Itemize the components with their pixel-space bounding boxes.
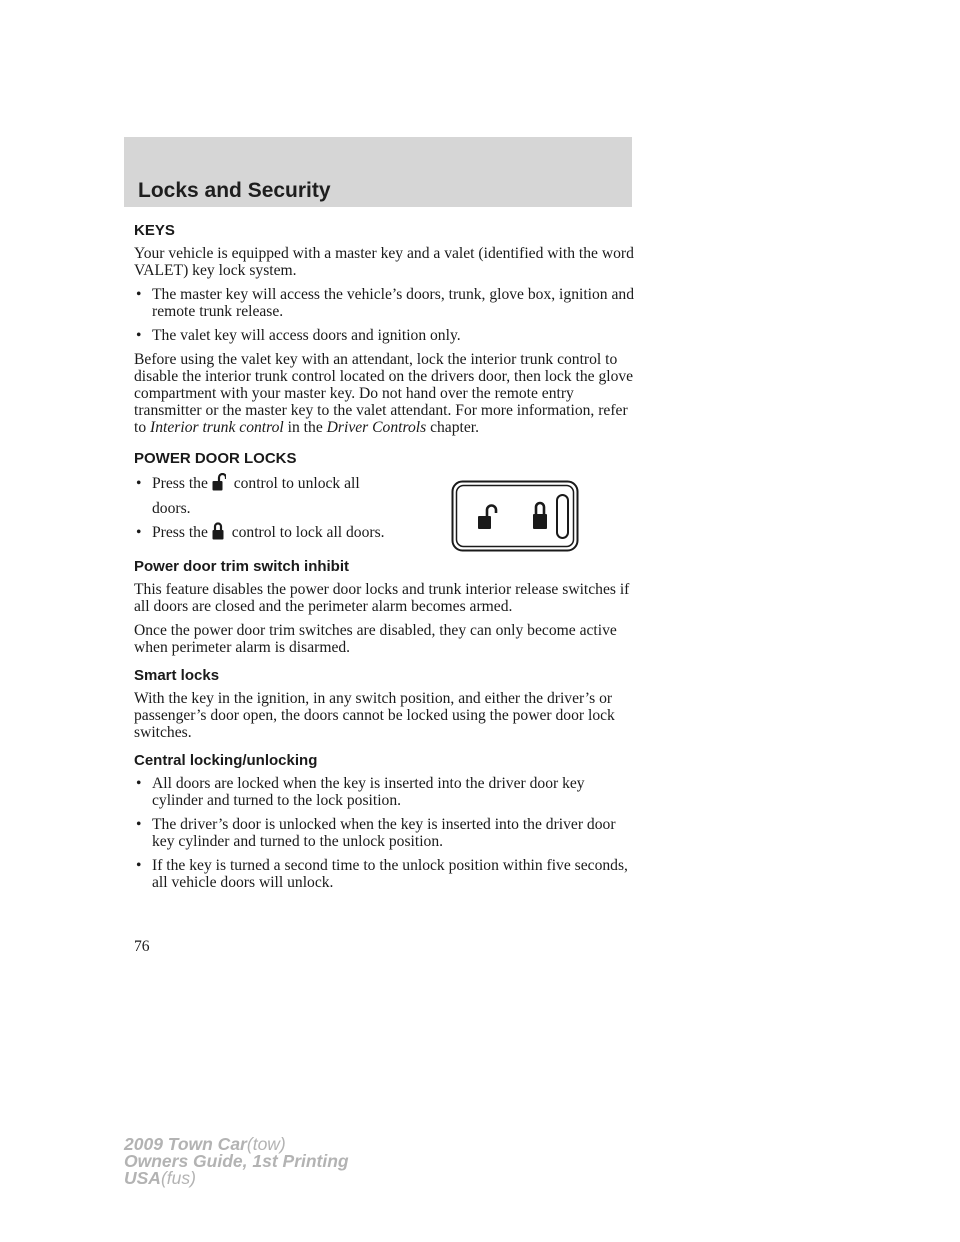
list-item bbox=[134, 473, 402, 520]
keys-heading: KEYS bbox=[134, 222, 175, 239]
lock-suffix: control to lock all doors. bbox=[231, 524, 385, 541]
trim-inhibit-paragraph: Once the power door trim switches are disabled, they can only become active when perimeter alarm is disarmed. bbox=[134, 622, 617, 656]
keys-intro: Your vehicle is equipped with a master key and a valet (identified with the word VALET) key lock system. bbox=[134, 245, 634, 279]
footer bbox=[124, 1136, 349, 1187]
footer-model: 2009 Town Car bbox=[124, 1134, 247, 1154]
list-item: • The driver’s door is unlocked when the key is inserted into the driver door key cylinder and turned to the unlock position. bbox=[134, 816, 634, 850]
smart-locks-heading: Smart locks bbox=[134, 667, 220, 684]
power-door-locks-heading: POWER DOOR LOCKS bbox=[134, 450, 297, 467]
central-locking-heading: Central locking/unlocking bbox=[134, 752, 318, 769]
door-lock-switch-illustration bbox=[451, 480, 579, 557]
page-title: Locks and Security bbox=[138, 179, 331, 202]
valet-text-start: Before using the valet key with an attendant, lock the interior trunk control to disable the interior trunk control located on the drivers door, then lock the glove compartment with your master key. Do not hand over the remote entry transmitter or the master key to the valet attendant. For more information, refer to bbox=[134, 351, 634, 436]
footer-market: USA bbox=[124, 1168, 161, 1188]
list-item: • The master key will access the vehicle’s doors, trunk, glove box, ignition and remote trunk release. bbox=[134, 286, 634, 320]
unlock-prefix: Press the bbox=[152, 475, 208, 492]
trim-inhibit-paragraph: This feature disables the power door locks and trunk interior release switches if all doors are closed and the perimeter alarm becomes armed. bbox=[134, 581, 630, 615]
valet-paragraph bbox=[134, 351, 634, 436]
header-band bbox=[124, 137, 632, 207]
page-number: 76 bbox=[134, 938, 150, 955]
smart-locks-paragraph: With the key in the ignition, in any switch position, and either the driver’s or passenger’s door open, the doors cannot be locked using the power door lock switches. bbox=[134, 690, 615, 741]
interior-trunk-control-ref: Interior trunk control bbox=[150, 419, 284, 436]
central-locking-bullets bbox=[134, 775, 634, 891]
valet-text-end: chapter. bbox=[430, 419, 479, 436]
footer-guide: Owners Guide, 1st Printing bbox=[124, 1151, 349, 1171]
list-item bbox=[134, 522, 402, 547]
keys-bullets bbox=[134, 286, 634, 344]
list-item: • All doors are locked when the key is inserted into the driver door key cylinder and turned to the lock position. bbox=[134, 775, 634, 809]
driver-controls-ref: Driver Controls bbox=[326, 419, 427, 436]
valet-text-mid: in the bbox=[287, 419, 323, 436]
footer-market-code: (fus) bbox=[160, 1168, 196, 1188]
list-item: • The valet key will access doors and ignition only. bbox=[134, 327, 634, 344]
lock-prefix: Press the bbox=[152, 524, 208, 541]
footer-model-code: (tow) bbox=[246, 1134, 286, 1154]
unlock-suffix: control to unlock all doors. bbox=[152, 475, 360, 517]
trim-inhibit-heading: Power door trim switch inhibit bbox=[134, 558, 350, 575]
unlock-icon bbox=[212, 473, 226, 498]
lock-icon bbox=[212, 522, 224, 547]
list-item: • If the key is turned a second time to the unlock position within five seconds, all vehicle doors will unlock. bbox=[134, 857, 634, 891]
